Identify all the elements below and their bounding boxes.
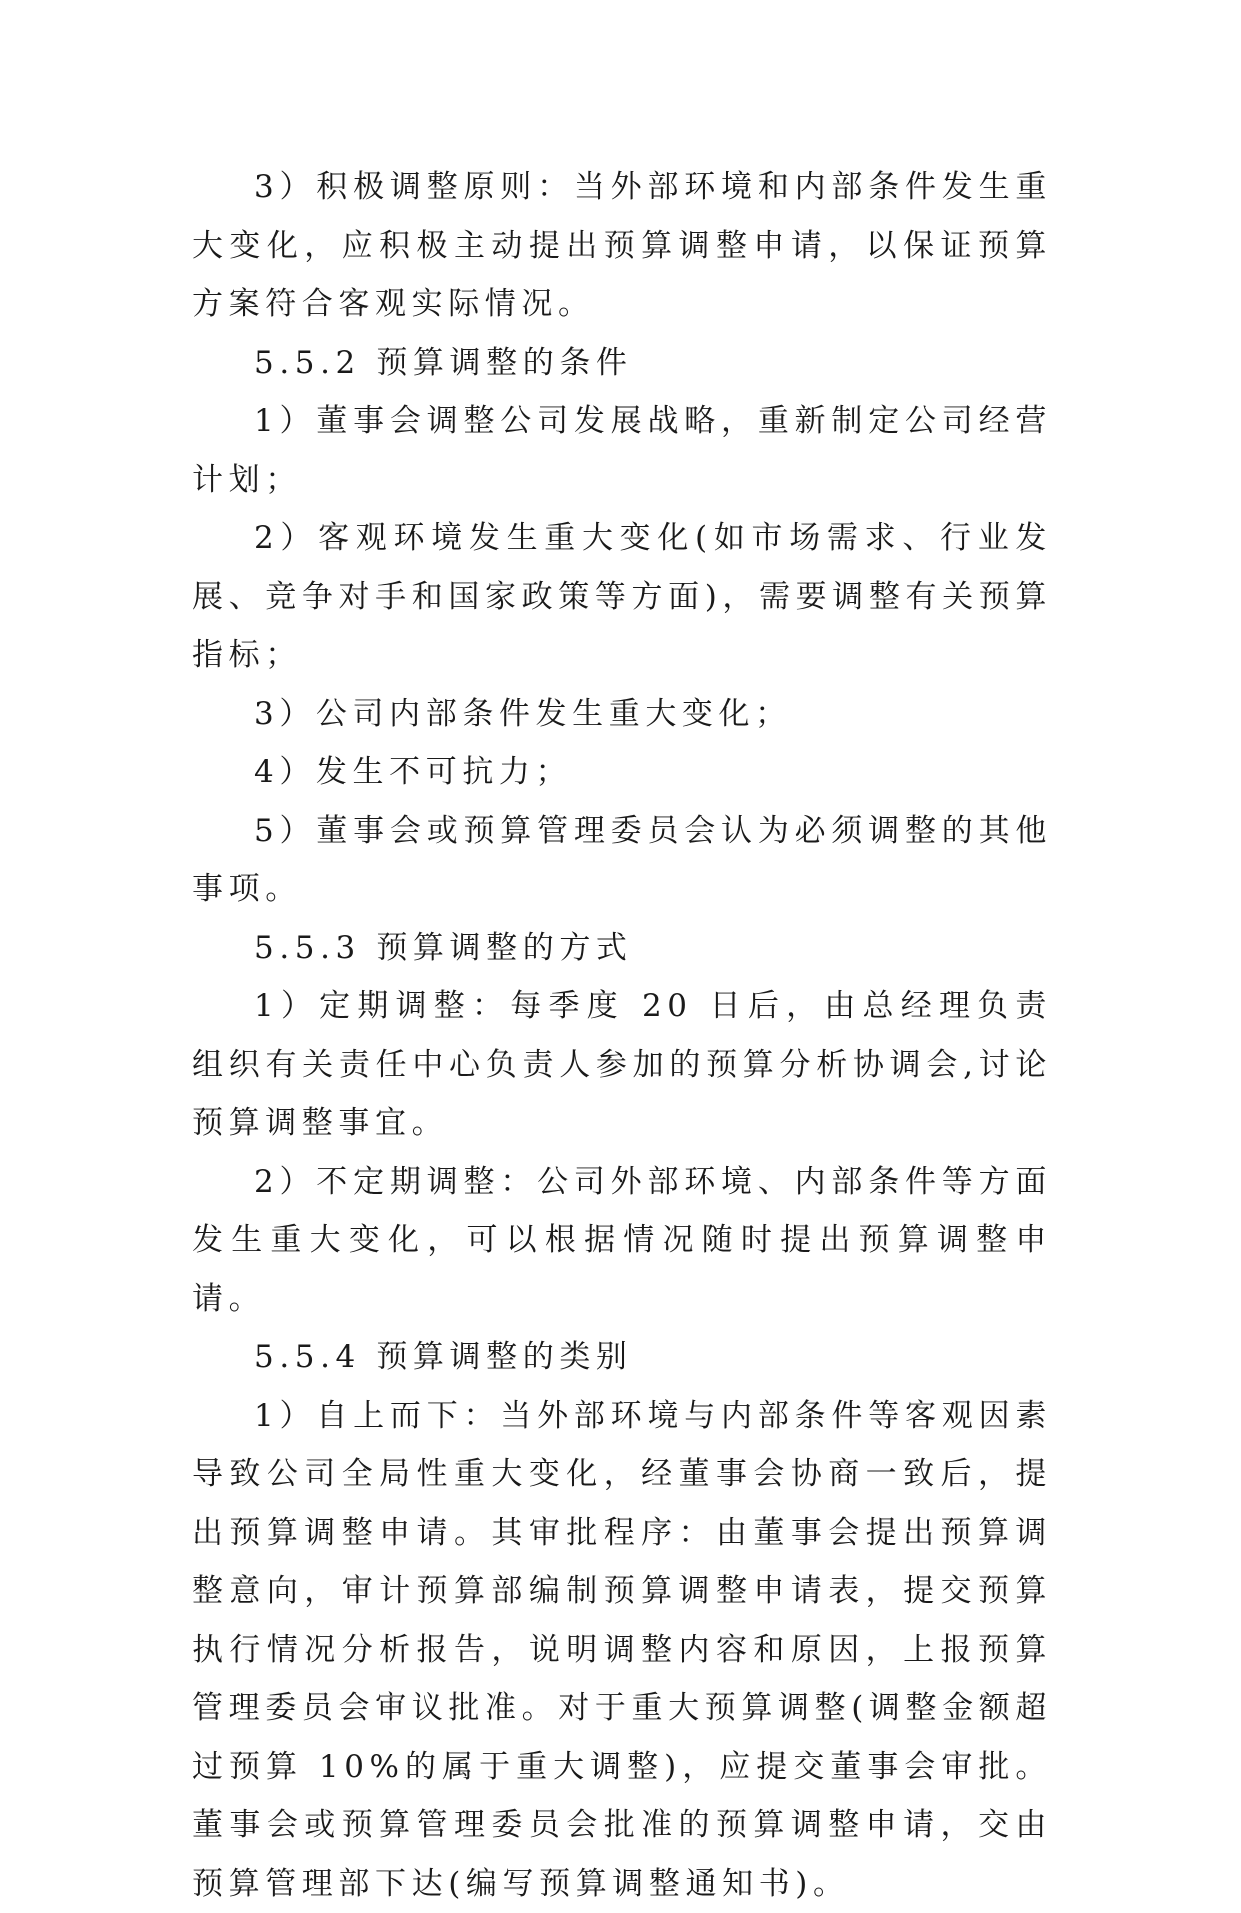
document-body <box>192 158 1052 1913</box>
section-heading-5-5-4: 5.5.4 预算调整的类别 <box>192 1328 1052 1387</box>
condition-item-3: 3）公司内部条件发生重大变化； <box>192 685 1052 744</box>
method-item-2: 2）不定期调整：公司外部环境、内部条件等方面发生重大变化，可以根据情况随时提出预算调整申请。 <box>192 1153 1052 1329</box>
section-heading-5-5-2: 5.5.2 预算调整的条件 <box>192 334 1052 393</box>
paragraph-active-adjustment-principle: 3）积极调整原则：当外部环境和内部条件发生重大变化，应积极主动提出预算调整申请，以保证预算方案符合客观实际情况。 <box>192 158 1052 334</box>
method-item-1: 1）定期调整：每季度 20 日后，由总经理负责组织有关责任中心负责人参加的预算分析协调会,讨论预算调整事宜。 <box>192 977 1052 1153</box>
category-item-1: 1）自上而下：当外部环境与内部条件等客观因素导致公司全局性重大变化，经董事会协商一致后，提出预算调整申请。其审批程序：由董事会提出预算调整意向，审计预算部编制预算调整申请表，提交预算执行情况分析报告，说明调整内容和原因，上报预算管理委员会审议批准。对于重大预算调整(调整金额超过预算 10%的属于重大调整)，应提交董事会审批。董事会或预算管理委员会批准的预算调整申请，交由预算管理部下达(编写预算调整通知书)。 <box>192 1387 1052 1913</box>
condition-item-5: 5）董事会或预算管理委员会认为必须调整的其他事项。 <box>192 802 1052 919</box>
condition-item-2: 2）客观环境发生重大变化(如市场需求、行业发展、竞争对手和国家政策等方面)，需要调整有关预算指标； <box>192 509 1052 685</box>
condition-item-1: 1）董事会调整公司发展战略，重新制定公司经营计划； <box>192 392 1052 509</box>
condition-item-4: 4）发生不可抗力； <box>192 743 1052 802</box>
section-heading-5-5-3: 5.5.3 预算调整的方式 <box>192 919 1052 978</box>
